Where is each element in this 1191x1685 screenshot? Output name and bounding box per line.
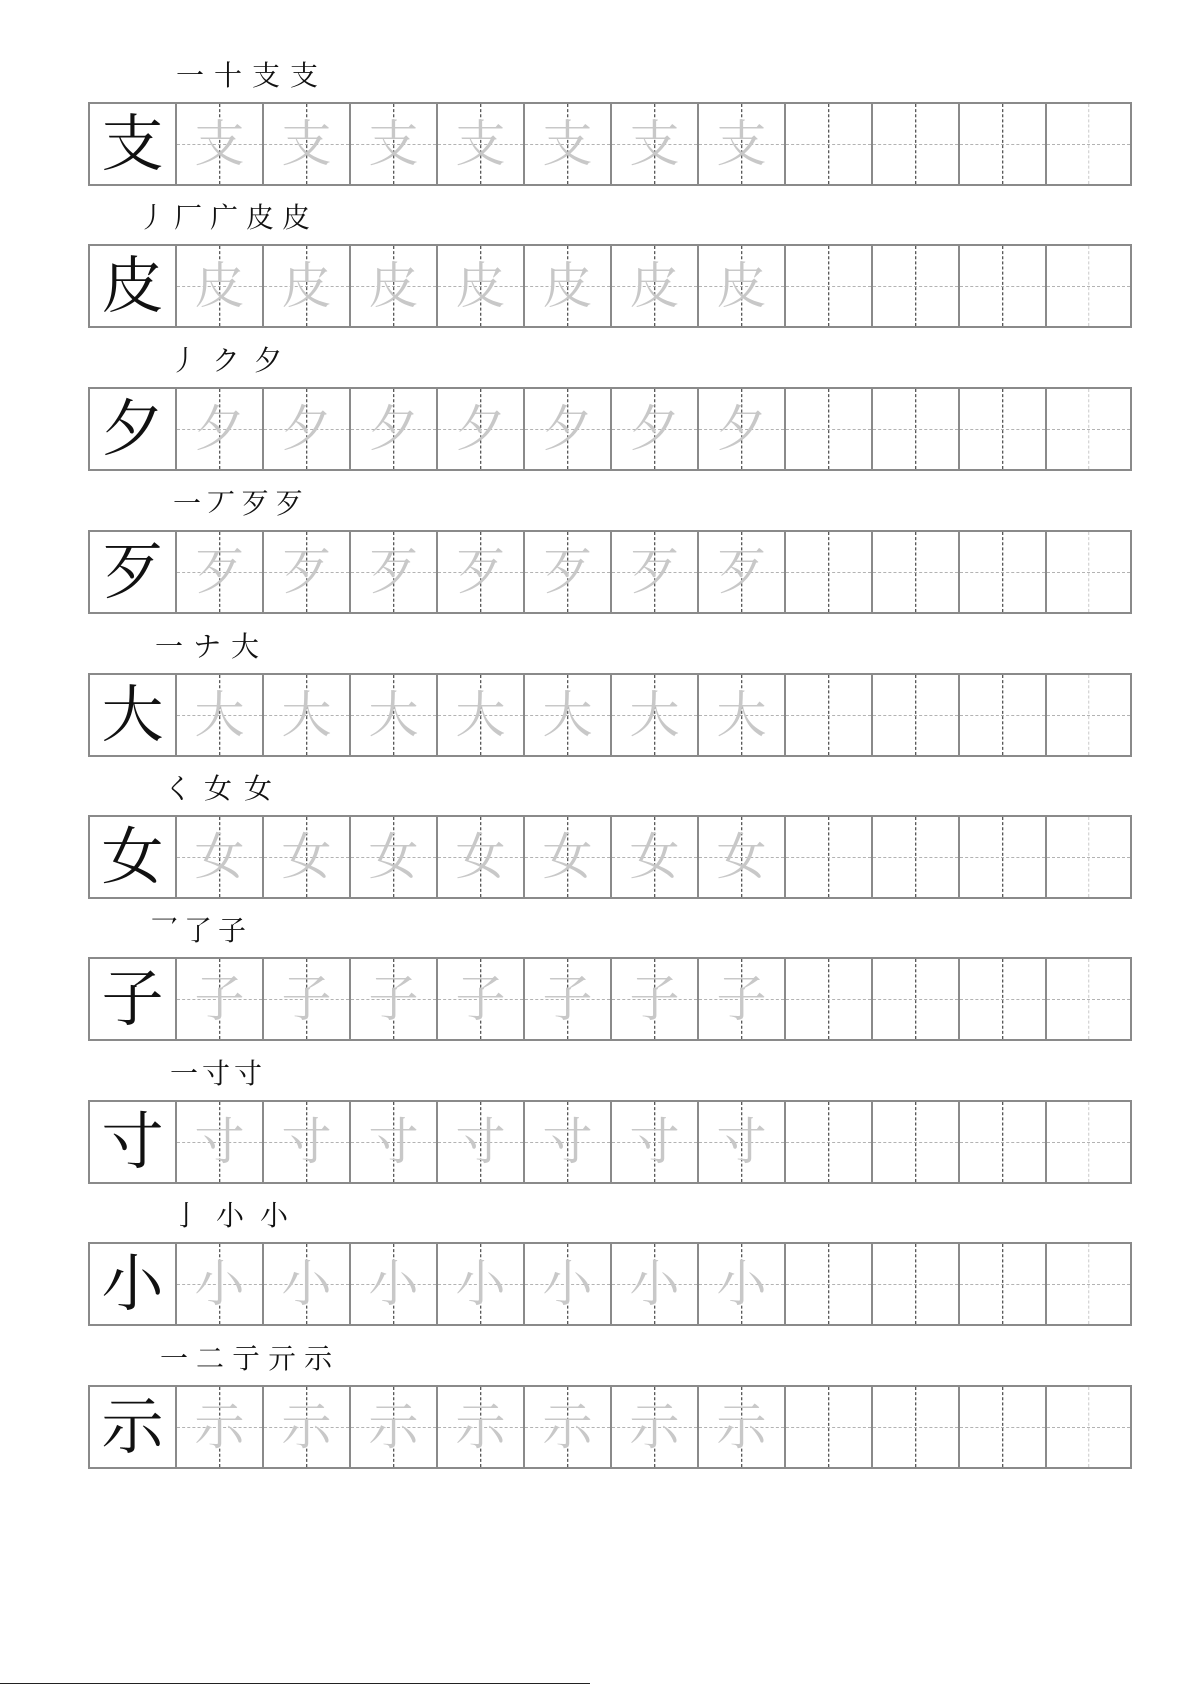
trace-cell[interactable] [699,675,786,755]
trace-cell[interactable] [612,959,699,1039]
trace-character: 寸 [542,1113,593,1171]
trace-cell[interactable] [264,817,351,897]
blank-cell[interactable] [786,1244,873,1324]
horizontal-guide [786,429,871,430]
trace-cell[interactable] [525,389,612,469]
stroke-step: 一 [155,630,184,663]
practice-row [88,244,1132,328]
horizontal-guide [1047,144,1130,145]
horizontal-guide [960,1142,1045,1143]
blank-cell[interactable] [873,104,960,184]
trace-character: 歹 [368,543,419,601]
trace-cell[interactable] [699,532,786,612]
trace-character: 子 [368,970,419,1028]
trace-cell[interactable] [438,532,525,612]
blank-cell[interactable] [873,389,960,469]
horizontal-guide [960,1284,1045,1285]
stroke-order [170,1056,266,1092]
trace-cell[interactable] [264,1387,351,1467]
stroke-step: 皮 [246,201,275,234]
blank-cell[interactable] [873,1244,960,1324]
stroke-step: 丆 [207,487,236,520]
stroke-step: 厂 [174,201,203,234]
stroke-order [150,913,252,949]
trace-character: 寸 [455,1113,506,1171]
model-character: 寸 [101,1105,164,1178]
blank-cell[interactable] [960,104,1047,184]
stroke-step: 一 [176,59,205,92]
blank-cell[interactable] [786,389,873,469]
trace-character: 支 [455,115,506,173]
trace-cell[interactable] [438,959,525,1039]
trace-cell[interactable] [699,389,786,469]
practice-row [88,530,1132,614]
blank-cell[interactable] [1047,1102,1130,1182]
horizontal-guide [960,715,1045,716]
trace-character: 小 [629,1255,680,1313]
blank-cell[interactable] [786,1102,873,1182]
model-cell [90,104,177,184]
stroke-step: 示 [304,1342,333,1375]
model-character: 支 [101,107,164,180]
stroke-step: ナ [193,630,222,663]
trace-cell[interactable] [438,1387,525,1467]
trace-character: 大 [194,686,245,744]
trace-cell[interactable] [177,532,264,612]
stroke-step: 亍 [232,1342,261,1375]
trace-character: 支 [542,115,593,173]
trace-character: 歹 [716,543,767,601]
trace-cell[interactable] [264,1102,351,1182]
trace-character: 小 [281,1255,332,1313]
trace-character: 子 [281,970,332,1028]
trace-character: 小 [368,1255,419,1313]
horizontal-guide [786,1284,871,1285]
trace-cell[interactable] [264,959,351,1039]
trace-cell[interactable] [612,246,699,326]
model-cell [90,246,177,326]
stroke-step: 女 [244,772,273,805]
horizontal-guide [786,999,871,1000]
blank-cell[interactable] [1047,1387,1130,1467]
trace-cell[interactable] [525,532,612,612]
stroke-step: 歹 [241,487,270,520]
blank-cell[interactable] [1047,389,1130,469]
trace-cell[interactable] [525,817,612,897]
blank-cell[interactable] [786,817,873,897]
trace-character: 夕 [368,400,419,458]
blank-cell[interactable] [1047,104,1130,184]
trace-character: 大 [629,686,680,744]
stroke-step: 丿 [170,344,199,377]
trace-character: 夕 [194,400,245,458]
trace-cell[interactable] [177,246,264,326]
trace-character: 皮 [716,257,767,315]
stroke-step: 小 [216,1199,245,1232]
trace-character: 示 [281,1398,332,1456]
trace-character: 子 [455,970,506,1028]
trace-character: 寸 [368,1113,419,1171]
trace-cell[interactable] [177,1387,264,1467]
model-character: 示 [101,1390,164,1463]
trace-character: 皮 [455,257,506,315]
blank-cell[interactable] [873,817,960,897]
practice-row [88,387,1132,471]
stroke-step: 广 [210,201,239,234]
trace-cell[interactable] [438,817,525,897]
trace-character: 大 [281,686,332,744]
trace-cell[interactable] [612,1387,699,1467]
model-cell [90,1102,177,1182]
trace-character: 寸 [716,1113,767,1171]
trace-character: 歹 [194,543,245,601]
stroke-step: 小 [260,1199,289,1232]
horizontal-guide [873,1427,958,1428]
trace-cell[interactable] [438,389,525,469]
trace-character: 寸 [194,1113,245,1171]
stroke-step: 支 [252,59,281,92]
trace-cell[interactable] [264,532,351,612]
blank-cell[interactable] [786,675,873,755]
horizontal-guide [786,572,871,573]
trace-cell[interactable] [438,104,525,184]
trace-character: 女 [368,828,419,886]
model-cell [90,817,177,897]
stroke-step: 亅 [172,1199,201,1232]
stroke-step: 一 [160,1342,189,1375]
horizontal-guide [873,715,958,716]
blank-cell[interactable] [960,246,1047,326]
blank-cell[interactable] [873,246,960,326]
practice-row [88,102,1132,186]
horizontal-guide [786,1142,871,1143]
trace-cell[interactable] [177,1102,264,1182]
trace-character: 支 [716,115,767,173]
trace-cell[interactable] [264,246,351,326]
blank-cell[interactable] [960,1102,1047,1182]
trace-character: 女 [716,828,767,886]
trace-cell[interactable] [438,1102,525,1182]
trace-character: 歹 [455,543,506,601]
trace-character: 示 [194,1398,245,1456]
horizontal-guide [1047,429,1130,430]
blank-cell[interactable] [873,959,960,1039]
model-cell [90,1387,177,1467]
horizontal-guide [1047,1284,1130,1285]
trace-character: 寸 [629,1113,680,1171]
trace-character: 女 [629,828,680,886]
blank-cell[interactable] [960,532,1047,612]
trace-character: 示 [716,1398,767,1456]
trace-character: 支 [368,115,419,173]
trace-cell[interactable] [351,1244,438,1324]
trace-cell[interactable] [612,675,699,755]
horizontal-guide [960,429,1045,430]
model-character: 皮 [101,249,164,322]
trace-character: 小 [455,1255,506,1313]
blank-cell[interactable] [786,959,873,1039]
stroke-step: く [164,772,193,805]
trace-cell[interactable] [177,1244,264,1324]
trace-cell[interactable] [438,1244,525,1324]
trace-cell[interactable] [351,104,438,184]
trace-character: 夕 [455,400,506,458]
trace-cell[interactable] [525,959,612,1039]
trace-cell[interactable] [438,675,525,755]
trace-cell[interactable] [351,817,438,897]
trace-cell[interactable] [612,817,699,897]
horizontal-guide [1047,999,1130,1000]
trace-cell[interactable] [264,389,351,469]
blank-cell[interactable] [960,1244,1047,1324]
trace-character: 寸 [281,1113,332,1171]
blank-cell[interactable] [873,1102,960,1182]
trace-character: 皮 [542,257,593,315]
trace-character: 女 [455,828,506,886]
trace-character: 歹 [542,543,593,601]
trace-character: 歹 [629,543,680,601]
horizontal-guide [1047,286,1130,287]
trace-character: 子 [629,970,680,1028]
trace-cell[interactable] [525,675,612,755]
trace-character: 夕 [716,400,767,458]
trace-character: 示 [629,1398,680,1456]
trace-character: 子 [542,970,593,1028]
practice-row [88,673,1132,757]
practice-row [88,1242,1132,1326]
horizontal-guide [786,715,871,716]
trace-character: 皮 [194,257,245,315]
model-cell [90,532,177,612]
trace-cell[interactable] [612,1102,699,1182]
horizontal-guide [786,857,871,858]
horizontal-guide [960,144,1045,145]
stroke-order [176,58,328,94]
trace-cell[interactable] [612,532,699,612]
horizontal-guide [873,1284,958,1285]
model-character: 子 [101,962,164,1035]
model-cell [90,959,177,1039]
trace-cell[interactable] [351,246,438,326]
horizontal-guide [960,999,1045,1000]
horizontal-guide [873,144,958,145]
stroke-step: 了 [184,914,213,947]
trace-cell[interactable] [699,1244,786,1324]
trace-character: 小 [716,1255,767,1313]
horizontal-guide [1047,1427,1130,1428]
model-cell [90,675,177,755]
trace-character: 夕 [542,400,593,458]
horizontal-guide [1047,1142,1130,1143]
trace-cell[interactable] [699,817,786,897]
blank-cell[interactable] [1047,532,1130,612]
horizontal-guide [873,999,958,1000]
trace-character: 支 [629,115,680,173]
trace-cell[interactable] [351,1102,438,1182]
stroke-step: 一 [170,1057,199,1090]
blank-cell[interactable] [786,246,873,326]
trace-cell[interactable] [177,675,264,755]
horizontal-guide [786,286,871,287]
stroke-order [164,771,284,807]
trace-character: 皮 [281,257,332,315]
trace-character: 女 [194,828,245,886]
trace-character: 子 [716,970,767,1028]
trace-character: 子 [194,970,245,1028]
stroke-step: 歹 [275,487,304,520]
blank-cell[interactable] [960,817,1047,897]
stroke-step: 寸 [202,1057,231,1090]
practice-row [88,1385,1132,1469]
blank-cell[interactable] [1047,675,1130,755]
trace-character: 小 [542,1255,593,1313]
blank-cell[interactable] [1047,246,1130,326]
horizontal-guide [873,429,958,430]
trace-character: 示 [455,1398,506,1456]
horizontal-guide [960,572,1045,573]
stroke-step: 一 [173,487,202,520]
model-character: 歹 [101,535,164,608]
trace-cell[interactable] [351,389,438,469]
stroke-step: 乛 [150,914,179,947]
horizontal-guide [786,1427,871,1428]
horizontal-guide [960,857,1045,858]
trace-cell[interactable] [699,246,786,326]
stroke-order [170,343,296,379]
stroke-step: 大 [231,630,260,663]
model-cell [90,389,177,469]
trace-character: 皮 [629,257,680,315]
trace-cell[interactable] [525,246,612,326]
horizontal-guide [873,572,958,573]
trace-cell[interactable] [525,1244,612,1324]
horizontal-guide [873,857,958,858]
trace-cell[interactable] [699,959,786,1039]
trace-cell[interactable] [264,1244,351,1324]
blank-cell[interactable] [960,675,1047,755]
stroke-step: 丿 [138,201,167,234]
trace-cell[interactable] [177,817,264,897]
trace-cell[interactable] [351,675,438,755]
trace-character: 支 [281,115,332,173]
trace-character: 大 [542,686,593,744]
horizontal-guide [1047,572,1130,573]
trace-cell[interactable] [438,246,525,326]
blank-cell[interactable] [873,1387,960,1467]
trace-cell[interactable] [351,532,438,612]
stroke-order [172,1198,304,1234]
stroke-order [155,629,269,665]
trace-character: 支 [194,115,245,173]
trace-cell[interactable] [264,104,351,184]
trace-cell[interactable] [177,959,264,1039]
blank-cell[interactable] [960,959,1047,1039]
blank-cell[interactable] [1047,817,1130,897]
blank-cell[interactable] [786,532,873,612]
blank-cell[interactable] [873,532,960,612]
stroke-step: 亓 [268,1342,297,1375]
stroke-step: 子 [218,914,247,947]
horizontal-guide [786,144,871,145]
blank-cell[interactable] [873,675,960,755]
blank-cell[interactable] [786,1387,873,1467]
trace-character: 皮 [368,257,419,315]
stroke-step: 夕 [254,344,283,377]
horizontal-guide [873,1142,958,1143]
trace-cell[interactable] [177,104,264,184]
trace-cell[interactable] [351,1387,438,1467]
horizontal-guide [960,286,1045,287]
model-character: 女 [101,820,164,893]
trace-cell[interactable] [177,389,264,469]
stroke-order [173,486,309,522]
blank-cell[interactable] [960,1387,1047,1467]
blank-cell[interactable] [1047,1244,1130,1324]
stroke-step: 女 [204,772,233,805]
trace-cell[interactable] [699,104,786,184]
stroke-step: 支 [290,59,319,92]
trace-character: 女 [281,828,332,886]
trace-character: 夕 [281,400,332,458]
trace-character: 夕 [629,400,680,458]
trace-cell[interactable] [612,1244,699,1324]
stroke-step: 十 [214,59,243,92]
horizontal-guide [873,286,958,287]
blank-cell[interactable] [1047,959,1130,1039]
trace-cell[interactable] [612,104,699,184]
trace-cell[interactable] [525,104,612,184]
stroke-step: ク [212,344,241,377]
trace-character: 女 [542,828,593,886]
model-character: 夕 [101,392,164,465]
trace-cell[interactable] [351,959,438,1039]
trace-character: 大 [368,686,419,744]
footer-rule [0,1683,590,1684]
model-character: 小 [101,1247,164,1320]
trace-cell[interactable] [699,1387,786,1467]
practice-row [88,815,1132,899]
practice-row [88,1100,1132,1184]
trace-cell[interactable] [264,675,351,755]
trace-character: 大 [455,686,506,744]
blank-cell[interactable] [960,389,1047,469]
model-character: 大 [101,678,164,751]
trace-cell[interactable] [525,1102,612,1182]
stroke-order [160,1341,340,1377]
model-cell [90,1244,177,1324]
trace-character: 示 [542,1398,593,1456]
blank-cell[interactable] [786,104,873,184]
horizontal-guide [1047,715,1130,716]
horizontal-guide [1047,857,1130,858]
trace-character: 歹 [281,543,332,601]
stroke-step: 寸 [234,1057,263,1090]
horizontal-guide [960,1427,1045,1428]
trace-character: 大 [716,686,767,744]
stroke-order [138,200,318,236]
trace-cell[interactable] [699,1102,786,1182]
practice-row [88,957,1132,1041]
trace-cell[interactable] [525,1387,612,1467]
stroke-step: 二 [196,1342,225,1375]
trace-character: 示 [368,1398,419,1456]
stroke-step: 皮 [282,201,311,234]
trace-character: 小 [194,1255,245,1313]
trace-cell[interactable] [612,389,699,469]
